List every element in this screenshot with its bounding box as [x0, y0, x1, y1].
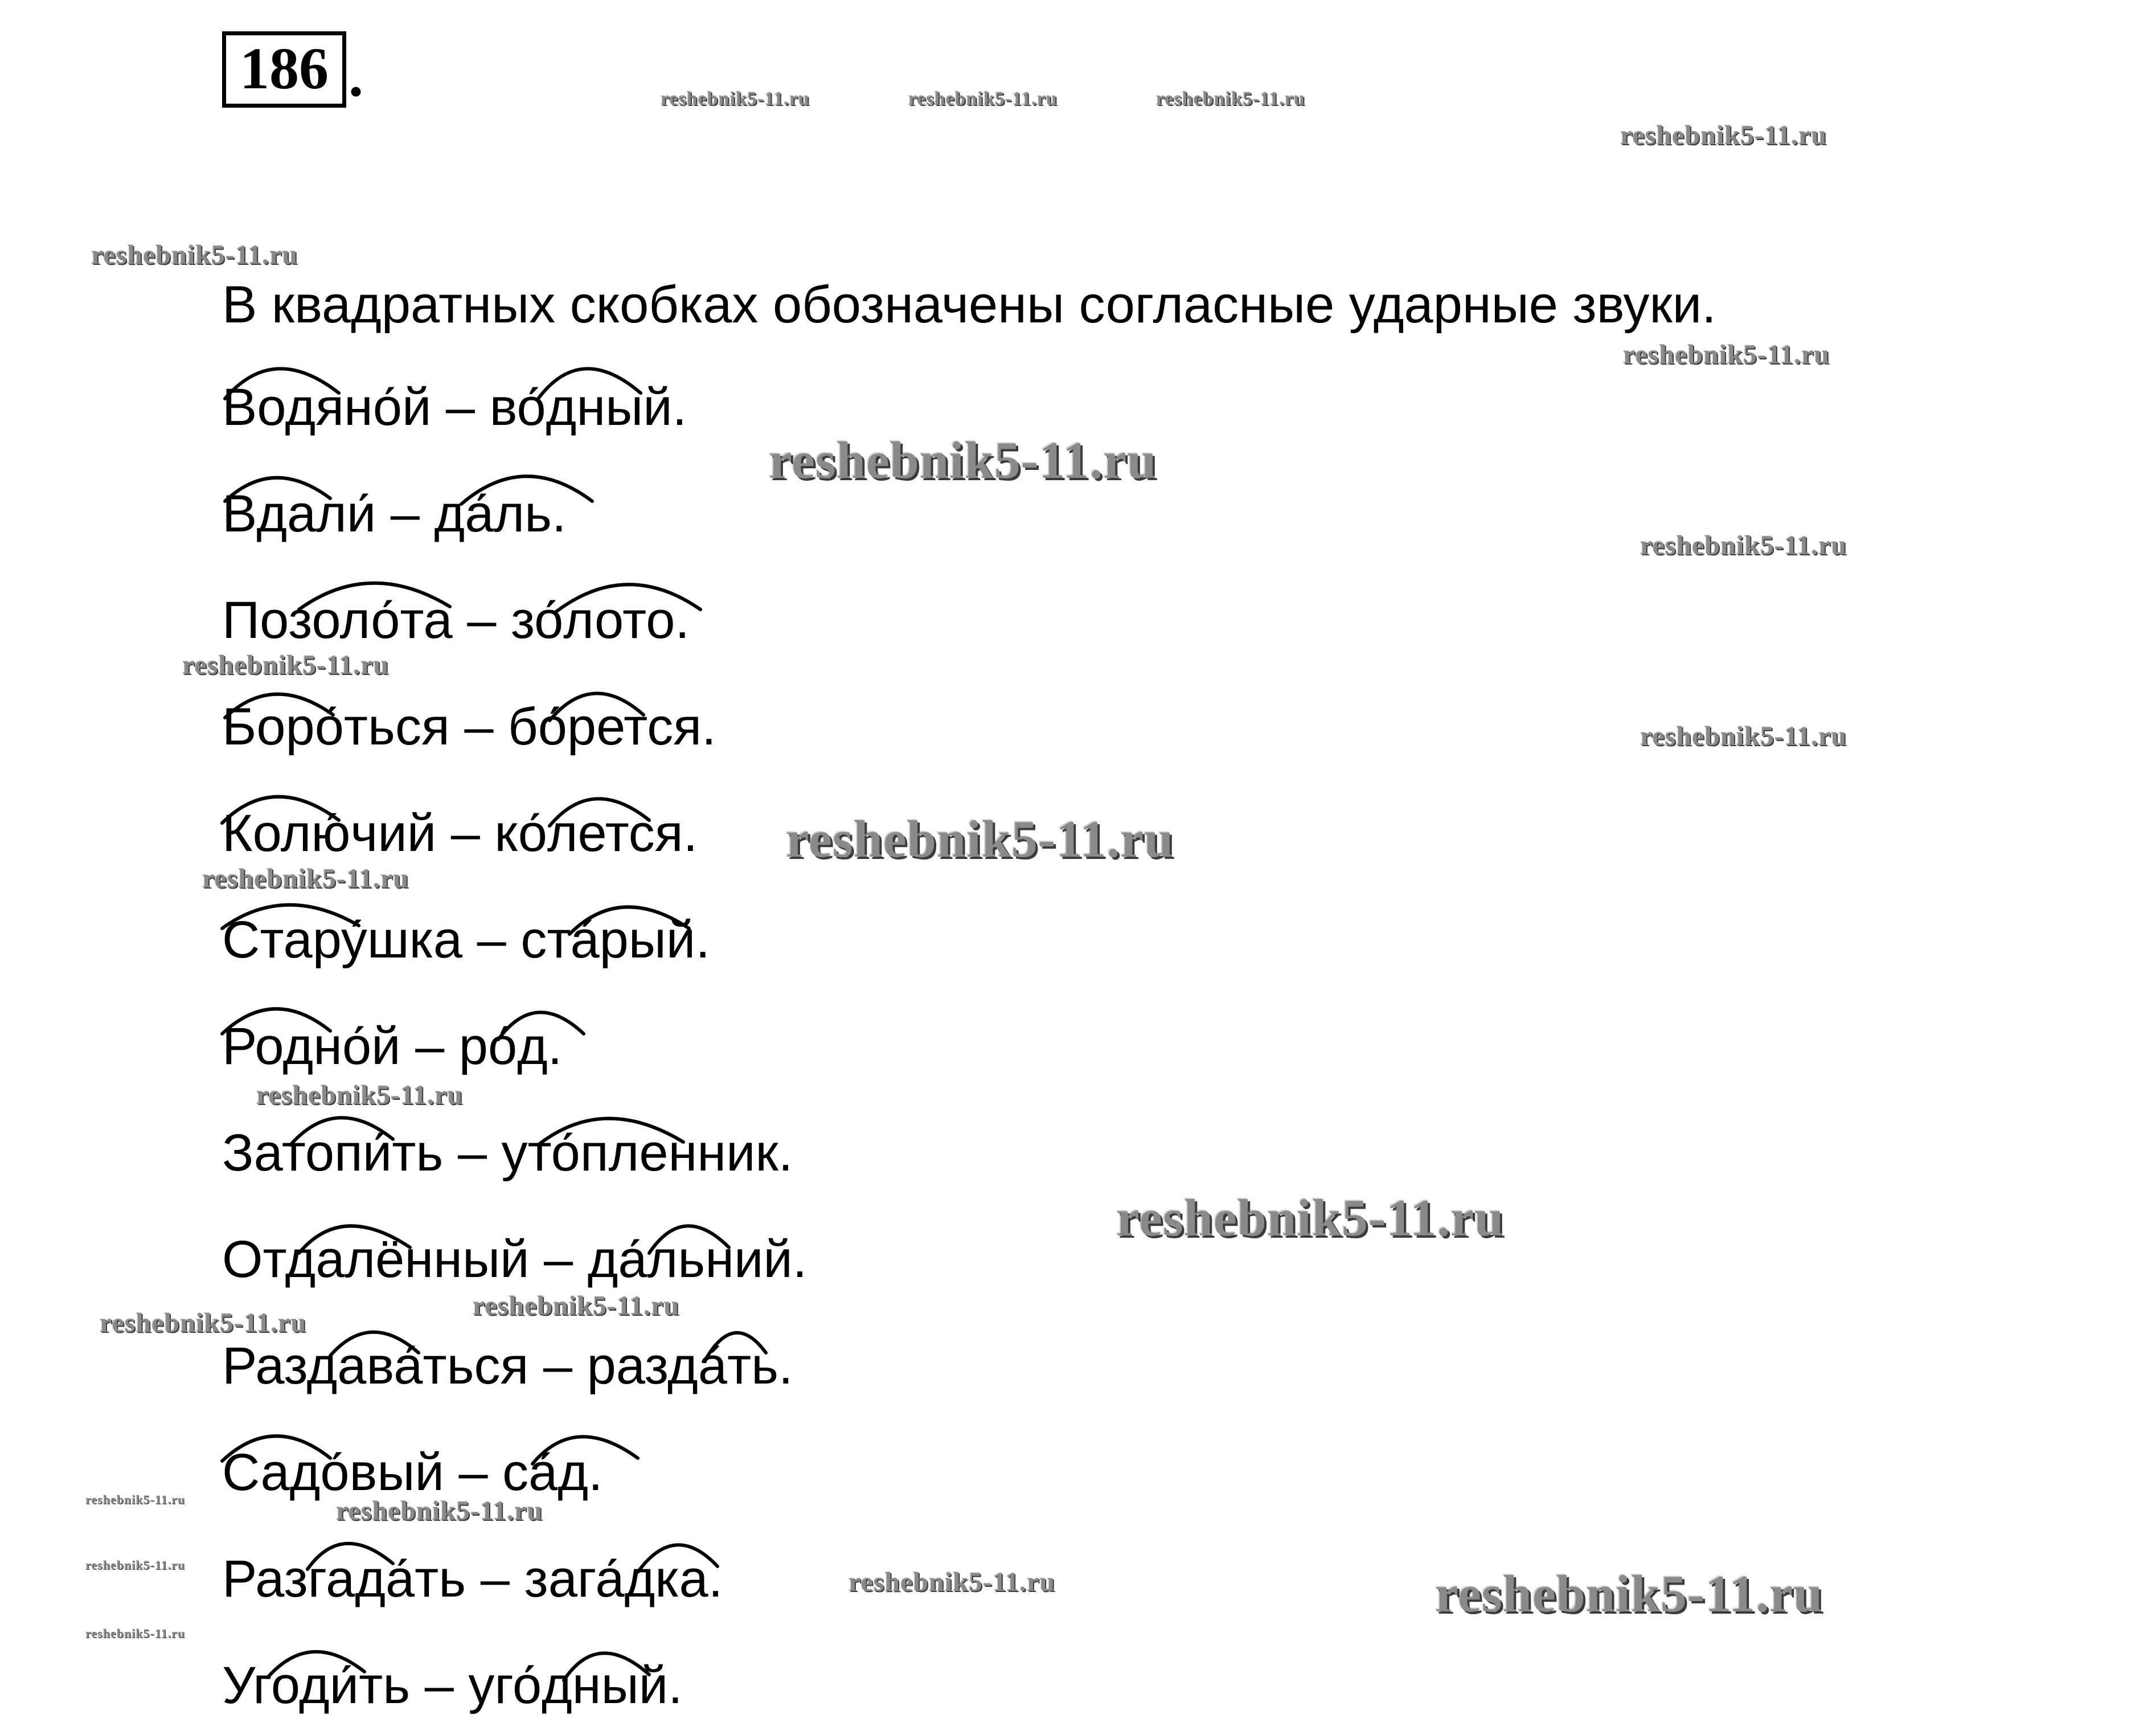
word-pair-line: Позоло́та – зо́лото. [222, 591, 690, 649]
watermark: reshebnik5-11.ru [100, 1308, 307, 1338]
watermark: reshebnik5-11.ru [1640, 721, 1847, 751]
intro-text: В квадратных скобках обозначены согласные ударные звуки. [222, 276, 1716, 334]
task-number-box: 186 [222, 31, 346, 108]
watermark: reshebnik5-11.ru [661, 88, 810, 109]
word-pair-line: Колю́чий – ко́лется. [222, 804, 698, 862]
watermark: reshebnik5-11.ru [85, 1558, 186, 1572]
watermark: reshebnik5-11.ru [85, 1626, 186, 1640]
task-number-dot: . [349, 43, 363, 109]
watermark: reshebnik5-11.ru [1435, 1565, 1823, 1623]
watermark: reshebnik5-11.ru [769, 431, 1157, 489]
word-pair-line: Затопи́ть – уто́пленник. [222, 1124, 793, 1182]
word-pair-line: Отдалённый – да́льний. [222, 1230, 808, 1288]
watermark: reshebnik5-11.ru [336, 1496, 543, 1526]
watermark: reshebnik5-11.ru [1156, 88, 1305, 109]
watermark: reshebnik5-11.ru [85, 1492, 186, 1507]
word-pair-line: Угоди́ть – уго́дный. [222, 1656, 683, 1714]
word-pair-line: Разгада́ть – зага́дка. [222, 1550, 723, 1608]
word-pair-line: Родно́й – ро́д. [222, 1017, 563, 1075]
task-number [222, 31, 363, 108]
word-pair-line: Стару́шка – ста́рый. [222, 911, 710, 969]
watermark: reshebnik5-11.ru [1640, 530, 1847, 560]
watermark: reshebnik5-11.ru [1620, 120, 1827, 150]
watermark: reshebnik5-11.ru [1116, 1189, 1505, 1247]
watermark: reshebnik5-11.ru [908, 88, 1057, 109]
watermark: reshebnik5-11.ru [256, 1080, 464, 1110]
watermark: reshebnik5-11.ru [91, 240, 298, 270]
word-pair-line: Вдали́ – да́ль. [222, 485, 567, 543]
watermark: reshebnik5-11.ru [473, 1291, 680, 1321]
watermark: reshebnik5-11.ru [1623, 339, 1830, 370]
watermark: reshebnik5-11.ru [182, 650, 390, 680]
watermark: reshebnik5-11.ru [786, 810, 1174, 868]
watermark: reshebnik5-11.ru [849, 1567, 1056, 1597]
word-pair-line: Боро́ться – бо́рется. [222, 698, 716, 756]
word-pair-line: Садо́вый – са́д. [222, 1443, 603, 1501]
word-pair-line: Водяно́й – во́дный. [222, 378, 687, 436]
watermark: reshebnik5-11.ru [202, 864, 409, 894]
word-pair-line: Раздава́ться – разда́ть. [222, 1337, 793, 1395]
